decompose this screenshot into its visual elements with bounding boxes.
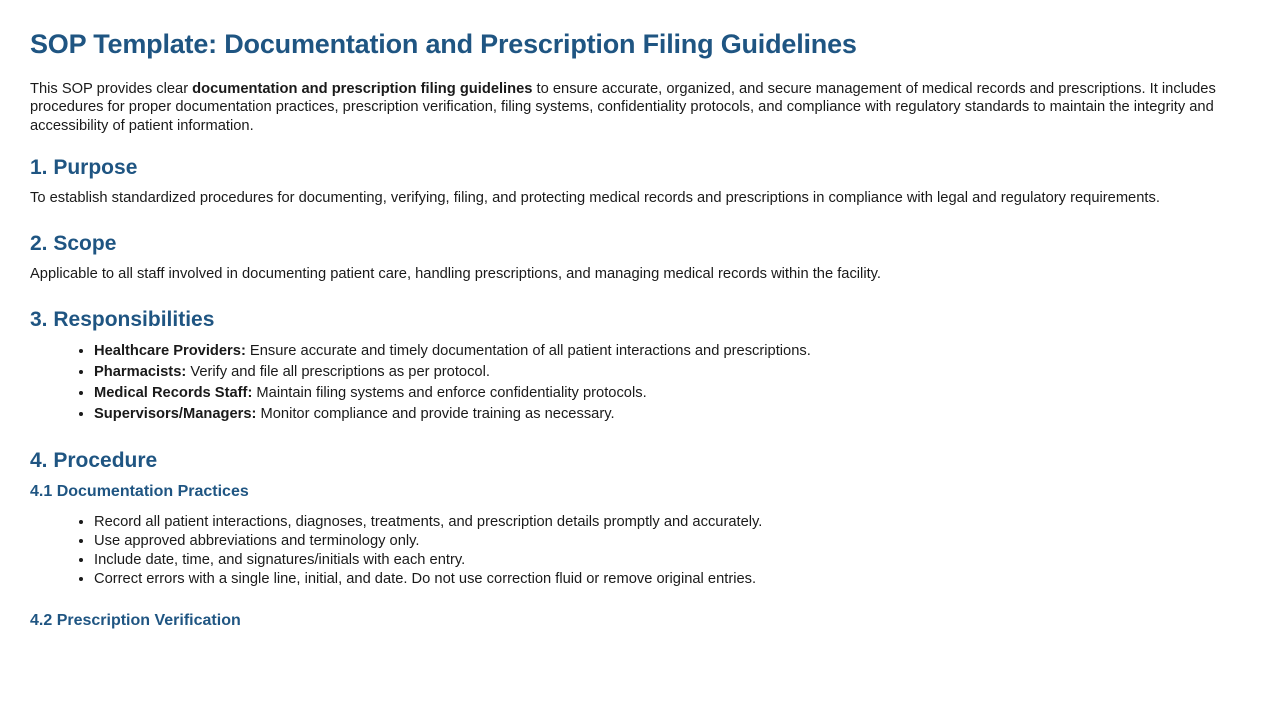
list-item: • Use approved abbreviations and terminology only. xyxy=(94,532,1233,551)
section-purpose xyxy=(30,154,1233,208)
documentation-practices-list xyxy=(30,513,1233,589)
list-item: • Correct errors with a single line, initial, and date. Do not use correction fluid or remove original entries. xyxy=(94,570,1233,589)
section-scope-heading: 2. Scope xyxy=(30,231,117,255)
intro-text-part2: to ensure accurate, organized, and secure management of medical records and prescriptions. It includes procedures for proper documentation practices, prescription verification, filing systems, confidentiality protocols, and compliance with regulatory standards to maintain the integrity and accessibility of patient information. xyxy=(30,80,1216,135)
responsibility-role: Healthcare Providers: xyxy=(94,343,246,360)
section-responsibilities xyxy=(30,306,1233,425)
responsibility-text: Verify and file all prescriptions as per protocol. xyxy=(186,364,490,381)
list-item xyxy=(94,362,1233,383)
section-procedure xyxy=(30,447,1233,632)
section-purpose-text: To establish standardized procedures for documenting, verifying, filing, and protecting medical records and prescriptions in compliance with legal and regulatory requirements. xyxy=(30,190,1160,207)
section-procedure-heading: 4. Procedure xyxy=(30,448,158,472)
subsection-documentation-practices-heading: 4.1 Documentation Practices xyxy=(30,483,249,501)
section-purpose-heading: 1. Purpose xyxy=(30,155,138,179)
list-item: • Include date, time, and signatures/initials with each entry. xyxy=(94,551,1233,570)
section-responsibilities-heading: 3. Responsibilities xyxy=(30,307,215,331)
subsection-documentation-practices xyxy=(30,482,1233,589)
responsibility-role: Supervisors/Managers: xyxy=(94,405,257,422)
subsection-prescription-verification xyxy=(30,611,1233,632)
list-item xyxy=(94,404,1233,425)
intro-text-part1: This SOP provides clear xyxy=(30,80,193,97)
intro-bold-phrase: documentation and prescription filing guidelines xyxy=(192,80,533,97)
responsibility-text: Ensure accurate and timely documentation of all patient interactions and prescriptions. xyxy=(245,343,811,360)
responsibility-text: Monitor compliance and provide training as necessary. xyxy=(256,405,615,422)
section-scope xyxy=(30,230,1233,284)
responsibilities-list xyxy=(30,341,1233,425)
page-title: SOP Template: Documentation and Prescription Filing Guidelines xyxy=(30,29,857,59)
list-item: • Record all patient interactions, diagnoses, treatments, and prescription details promptly and accurately. xyxy=(94,513,1233,532)
responsibility-role: Medical Records Staff: xyxy=(94,385,253,402)
intro-paragraph xyxy=(30,80,1225,136)
list-item xyxy=(94,383,1233,404)
responsibility-text: Maintain filing systems and enforce confidentiality protocols. xyxy=(252,385,647,402)
list-item xyxy=(94,341,1233,362)
section-scope-text: Applicable to all staff involved in documenting patient care, handling prescriptions, and managing medical records within the facility. xyxy=(30,266,881,283)
subsection-prescription-verification-heading: 4.2 Prescription Verification xyxy=(30,612,241,630)
responsibility-role: Pharmacists: xyxy=(94,364,187,381)
